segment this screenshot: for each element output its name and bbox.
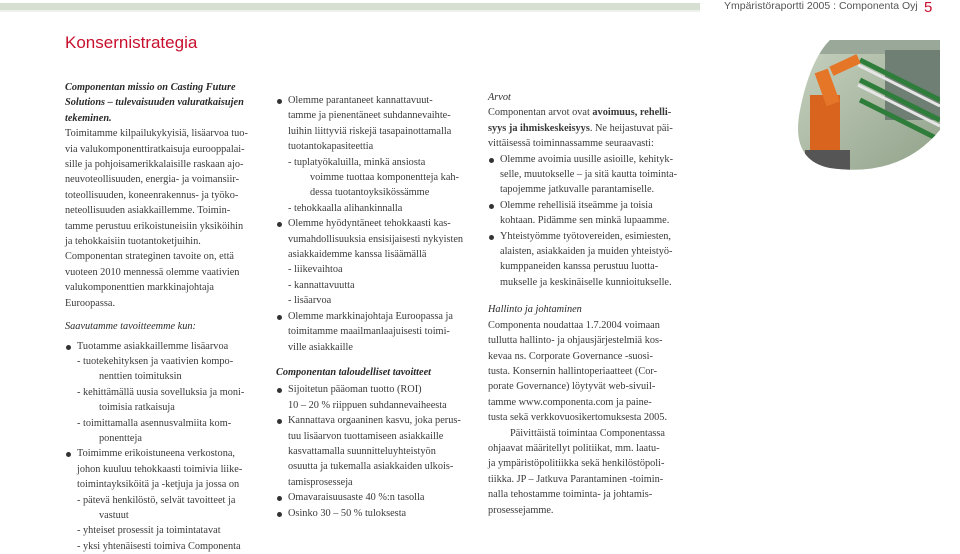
text-line: ponentteja <box>99 432 142 444</box>
goal-bullet <box>65 339 265 447</box>
value-bullet <box>488 229 698 291</box>
text-line: ohjaavat määritellyt politiikat, mm. laatu- <box>488 442 660 454</box>
text-line: ja tehokkaisiin tuotantoketjuihin. <box>65 236 201 248</box>
financial-goal <box>276 413 481 490</box>
text-line: tusta sekä verkkovuosikertomuksesta 2005. <box>488 412 668 424</box>
text-line: Olemme rehellisiä itseämme ja toisia <box>500 199 653 211</box>
goals-heading: Saavutamme tavoitteemme kun: <box>65 321 196 333</box>
mission-heading-line: tekeminen. <box>65 112 112 124</box>
financial-goal <box>276 382 481 413</box>
values-intro: Componentan arvot ovat avoimuus, rehelli- <box>488 107 672 119</box>
text-line: tuu lisäarvon tuottamiseen asiakkaille <box>288 430 444 442</box>
text-line: tusta. Konsernin hallintoperiaatteet (Cor- <box>488 365 658 377</box>
text-line: via valukomponenttiratkaisuja eurooppalai- <box>65 143 245 155</box>
text-line: prosessejamme. <box>488 504 554 516</box>
text-line: mukselle ja keskinäiselle kunnioitukselle. <box>500 276 672 288</box>
text-line: - kehittämällä uusia sovelluksia ja moni- <box>77 386 245 398</box>
text-line: alaisten, asiakkaiden ja muiden yhteistyö- <box>500 246 673 258</box>
text-line: - kannattavuutta <box>288 279 355 291</box>
text-line: - tehokkaalla alihankinnalla <box>288 202 403 214</box>
goal-bullet <box>65 446 265 554</box>
column-2 <box>276 93 481 521</box>
text-line: - pätevä henkilöstö, selvät tavoitteet ja <box>77 494 236 506</box>
text-line: vumahdollisuuksia ensisijaisesti nykyisten <box>288 233 464 245</box>
text-line: - yksi yhtenäisesti toimiva Componenta <box>77 540 241 552</box>
text-line: Yhteistyömme työtovereiden, esimiesten, <box>500 230 672 242</box>
text-line: - yhteiset prosessit ja toimintatavat <box>77 525 221 537</box>
values-heading: Arvot <box>488 92 511 103</box>
text-line: Olemme markkinajohtaja Euroopassa ja <box>288 310 453 322</box>
strategy-bullet <box>276 309 481 355</box>
governance-heading: Hallinto ja johtaminen <box>488 304 582 316</box>
text-line: tamisprosesseja <box>288 476 353 488</box>
text-line: neteollisuuden asiakkaillemme. Toimin- <box>65 205 231 217</box>
text-line: tamme ja pienentäneet suhdannevaihte- <box>288 110 451 122</box>
text-line: Componenta noudattaa 1.7.2004 voimaan <box>488 319 660 331</box>
page-title: Konsernistrategia <box>65 33 198 52</box>
text-line: porate Governance) löytyvät web-sivuil- <box>488 381 656 393</box>
column-1 <box>65 80 265 554</box>
text-line: nenttien toimituksin <box>99 371 182 383</box>
robot-illustration <box>790 40 940 178</box>
governance-paragraph <box>488 426 698 518</box>
text-line: Euroopassa. <box>65 297 116 309</box>
goal-paragraph <box>65 249 265 311</box>
column-3 <box>488 90 698 518</box>
header-bar <box>0 3 700 10</box>
text-line: tullutta hallinto- ja ohjausjärjestelmiä kos- <box>488 335 663 347</box>
text-line: kevaa ns. Corporate Governance -suosi- <box>488 350 653 362</box>
robot-photo <box>790 40 940 178</box>
text-line: toteollisuuden, koneenrakennus- ja työko- <box>65 189 239 201</box>
text-line: neuvoteollisuuden, energia- ja voimansiir- <box>65 174 240 186</box>
values-intro: vittäisessä toiminnassamme seuraavasti: <box>488 138 654 150</box>
text-line: osuutta ja tukemalla asiakkaiden ulkois- <box>288 461 454 473</box>
text-line: ville asiakkaille <box>288 341 353 353</box>
text-line: luihin liittyviä riskejä tasapainottamalla <box>288 125 452 137</box>
financial-goal: Osinko 30 – 50 % tuloksesta <box>276 506 481 521</box>
text-line: ja ympäristöpolitiikka sekä henkilöstöpoli- <box>488 458 665 470</box>
strategy-bullet <box>276 216 481 308</box>
text-line: johon kuuluu tehokkaasti toimivia liike- <box>77 463 243 475</box>
text-line: toimitamme maailmanlaajuisesti toimi- <box>288 326 450 338</box>
text-line: tapojemme jatkuvalle parantamiselle. <box>500 184 655 196</box>
text-line: - toimittamalla asennusvalmiita kom- <box>77 417 232 429</box>
strategy-bullet <box>276 93 481 216</box>
text-line: selle, muutokselle – ja sitä kautta toiminta- <box>500 169 678 181</box>
text-line: Tuotamme asiakkaillemme lisäarvoa <box>77 340 229 352</box>
text-line: Componentan strateginen tavoite on, että <box>65 251 234 263</box>
report-title: Ympäristöraportti 2005 : Componenta Oyj <box>724 0 918 12</box>
text-line: - tuplatyökaluilla, minkä ansiosta <box>288 156 426 168</box>
text-line: - tuotekehityksen ja vaativien kompo- <box>77 355 234 367</box>
text-line: Olemme parantaneet kannattavuut- <box>288 95 433 106</box>
mission-heading-line: Solutions – tulevaisuuden valuratkaisujen <box>65 97 244 109</box>
text-line: Toimitamme kilpailukykyisiä, lisäarvoa tuo- <box>65 128 248 140</box>
value-bullet <box>488 152 698 198</box>
text-line: vastuut <box>99 509 129 521</box>
text-line: kumppaneiden kanssa perustuu luotta- <box>500 261 659 273</box>
text-line: tamme www.componenta.com ja paine- <box>488 396 652 408</box>
text-line: tamme perustuu erikoistuneisiin yksiköihin <box>65 220 244 232</box>
text-line: Olemme avoimia uusille asioille, kehityk- <box>500 153 674 165</box>
header-bar-shadow <box>0 10 700 12</box>
text-line: 10 – 20 % riippuen suhdannevaiheesta <box>288 399 447 411</box>
text-line: - liikevaihtoa <box>288 264 343 276</box>
text-line: Sijoitetun pääoman tuotto (ROI) <box>288 384 422 396</box>
text-line: Olemme hyödyntäneet tehokkaasti kas- <box>288 218 451 230</box>
text-line: sille ja pohjoisamerikkalaisille raskaan ajo- <box>65 159 244 171</box>
values-intro: syys ja ihmiskeskeisyys. Ne heijastuvat päi- <box>488 122 673 134</box>
text-line: dessa tuotantoyksikössämme <box>310 187 430 199</box>
financial-goal: Omavaraisuusaste 40 %:n tasolla <box>276 490 481 505</box>
mission-heading-line: Componentan missio on Casting Future <box>65 82 236 93</box>
text-line: nalla tehostamme toiminta- ja johtamis- <box>488 489 653 501</box>
text-line: voimme tuottaa komponentteja kah- <box>310 172 459 184</box>
value-bullet <box>488 198 698 229</box>
page-number: 5 <box>924 0 933 16</box>
financial-goals-heading: Componentan taloudelliset tavoitteet <box>276 366 432 378</box>
text-line: Toimimme erikoistuneena verkostona, <box>77 448 235 460</box>
text-line: valukomponenttien markkinajohtaja <box>65 282 214 294</box>
text-line: toimisia ratkaisuja <box>99 402 175 414</box>
text-line: Päivittäistä toimintaa Componentassa <box>510 427 666 439</box>
text-line: Kannattava orgaaninen kasvu, joka perus- <box>288 415 461 427</box>
text-line: - lisäarvoa <box>288 295 332 307</box>
text-line: vuoteen 2010 mennessä olemme vaativien <box>65 266 240 278</box>
text-line: kasvattamalla suunnitteluyhteistyön <box>288 445 436 457</box>
governance-paragraph <box>488 318 698 426</box>
text-line: asiakkaidemme kanssa lisäämällä <box>288 249 427 261</box>
mission-paragraph <box>65 126 265 249</box>
text-line: kohtaan. Pidämme sen minkä lupaamme. <box>500 215 670 227</box>
text-line: toimintayksiköitä ja -ketjuja ja jossa on <box>77 479 240 491</box>
text-line: tuotantokapasiteettia <box>288 141 374 153</box>
text-line: tiikka. JP – Jatkuva Parantaminen -toimin- <box>488 473 664 485</box>
